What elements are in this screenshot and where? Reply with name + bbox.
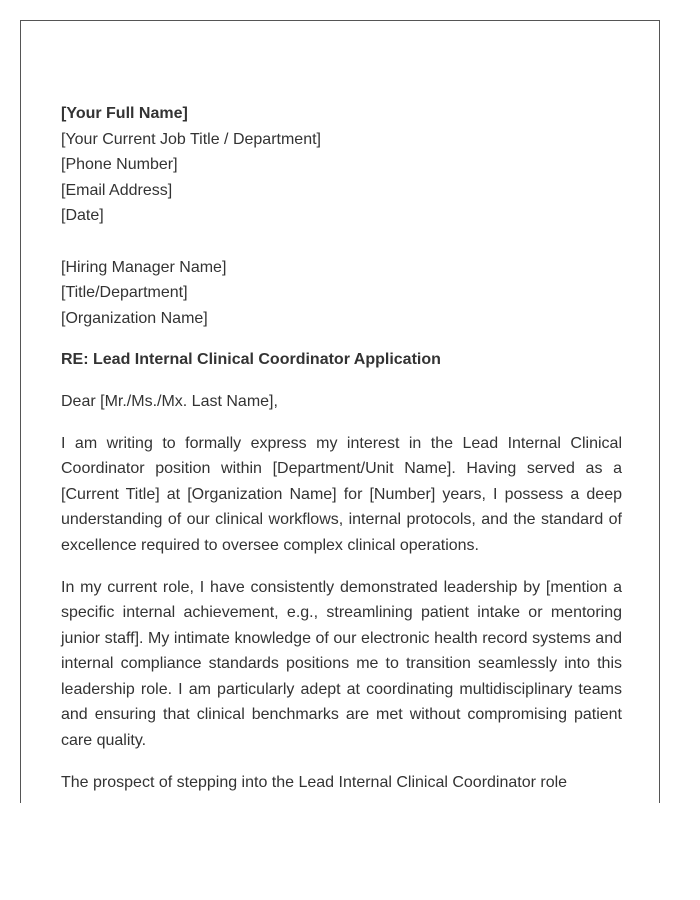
- recipient-organization: [Organization Name]: [61, 309, 208, 327]
- letter-page: [20, 20, 660, 803]
- paragraph-intro: I am writing to formally express my interest in the Lead Internal Clinical Coordinator position within [Department/Unit Name]. Having served as a [Current Title] at [Organization Name] for [Number] years, I possess a deep understanding of our clinical workflows, internal protocols, and the standard of excellence required to oversee complex clinical operations.: [61, 434, 622, 554]
- recipient-block: [61, 255, 622, 332]
- sender-email: [Email Address]: [61, 181, 173, 199]
- subject-line: RE: Lead Internal Clinical Coordinator Application: [61, 351, 441, 369]
- recipient-title: [Title/Department]: [61, 284, 188, 302]
- sender-name: [Your Full Name]: [61, 105, 188, 122]
- paragraph-experience: In my current role, I have consistently demonstrated leadership by [mention a specific internal achievement, e.g., streamlining patient intake or mentoring junior staff]. My intimate knowledge of our electronic health record systems and internal compliance standards positions me to transition seamlessly into this leadership role. I am particularly adept at coordinating multidisciplinary teams and ensuring that clinical benchmarks are met without compromising patient care quality.: [61, 578, 622, 750]
- paragraph-prospect: The prospect of stepping into the Lead Internal Clinical Coordinator role: [61, 773, 568, 791]
- sender-block: [61, 101, 622, 229]
- salutation: Dear [Mr./Ms./Mx. Last Name],: [61, 392, 278, 410]
- sender-job-title: [Your Current Job Title / Department]: [61, 130, 321, 148]
- sender-phone: [Phone Number]: [61, 156, 178, 174]
- letter-date: [Date]: [61, 207, 104, 225]
- letter-body: [61, 101, 622, 795]
- recipient-name: [Hiring Manager Name]: [61, 258, 227, 276]
